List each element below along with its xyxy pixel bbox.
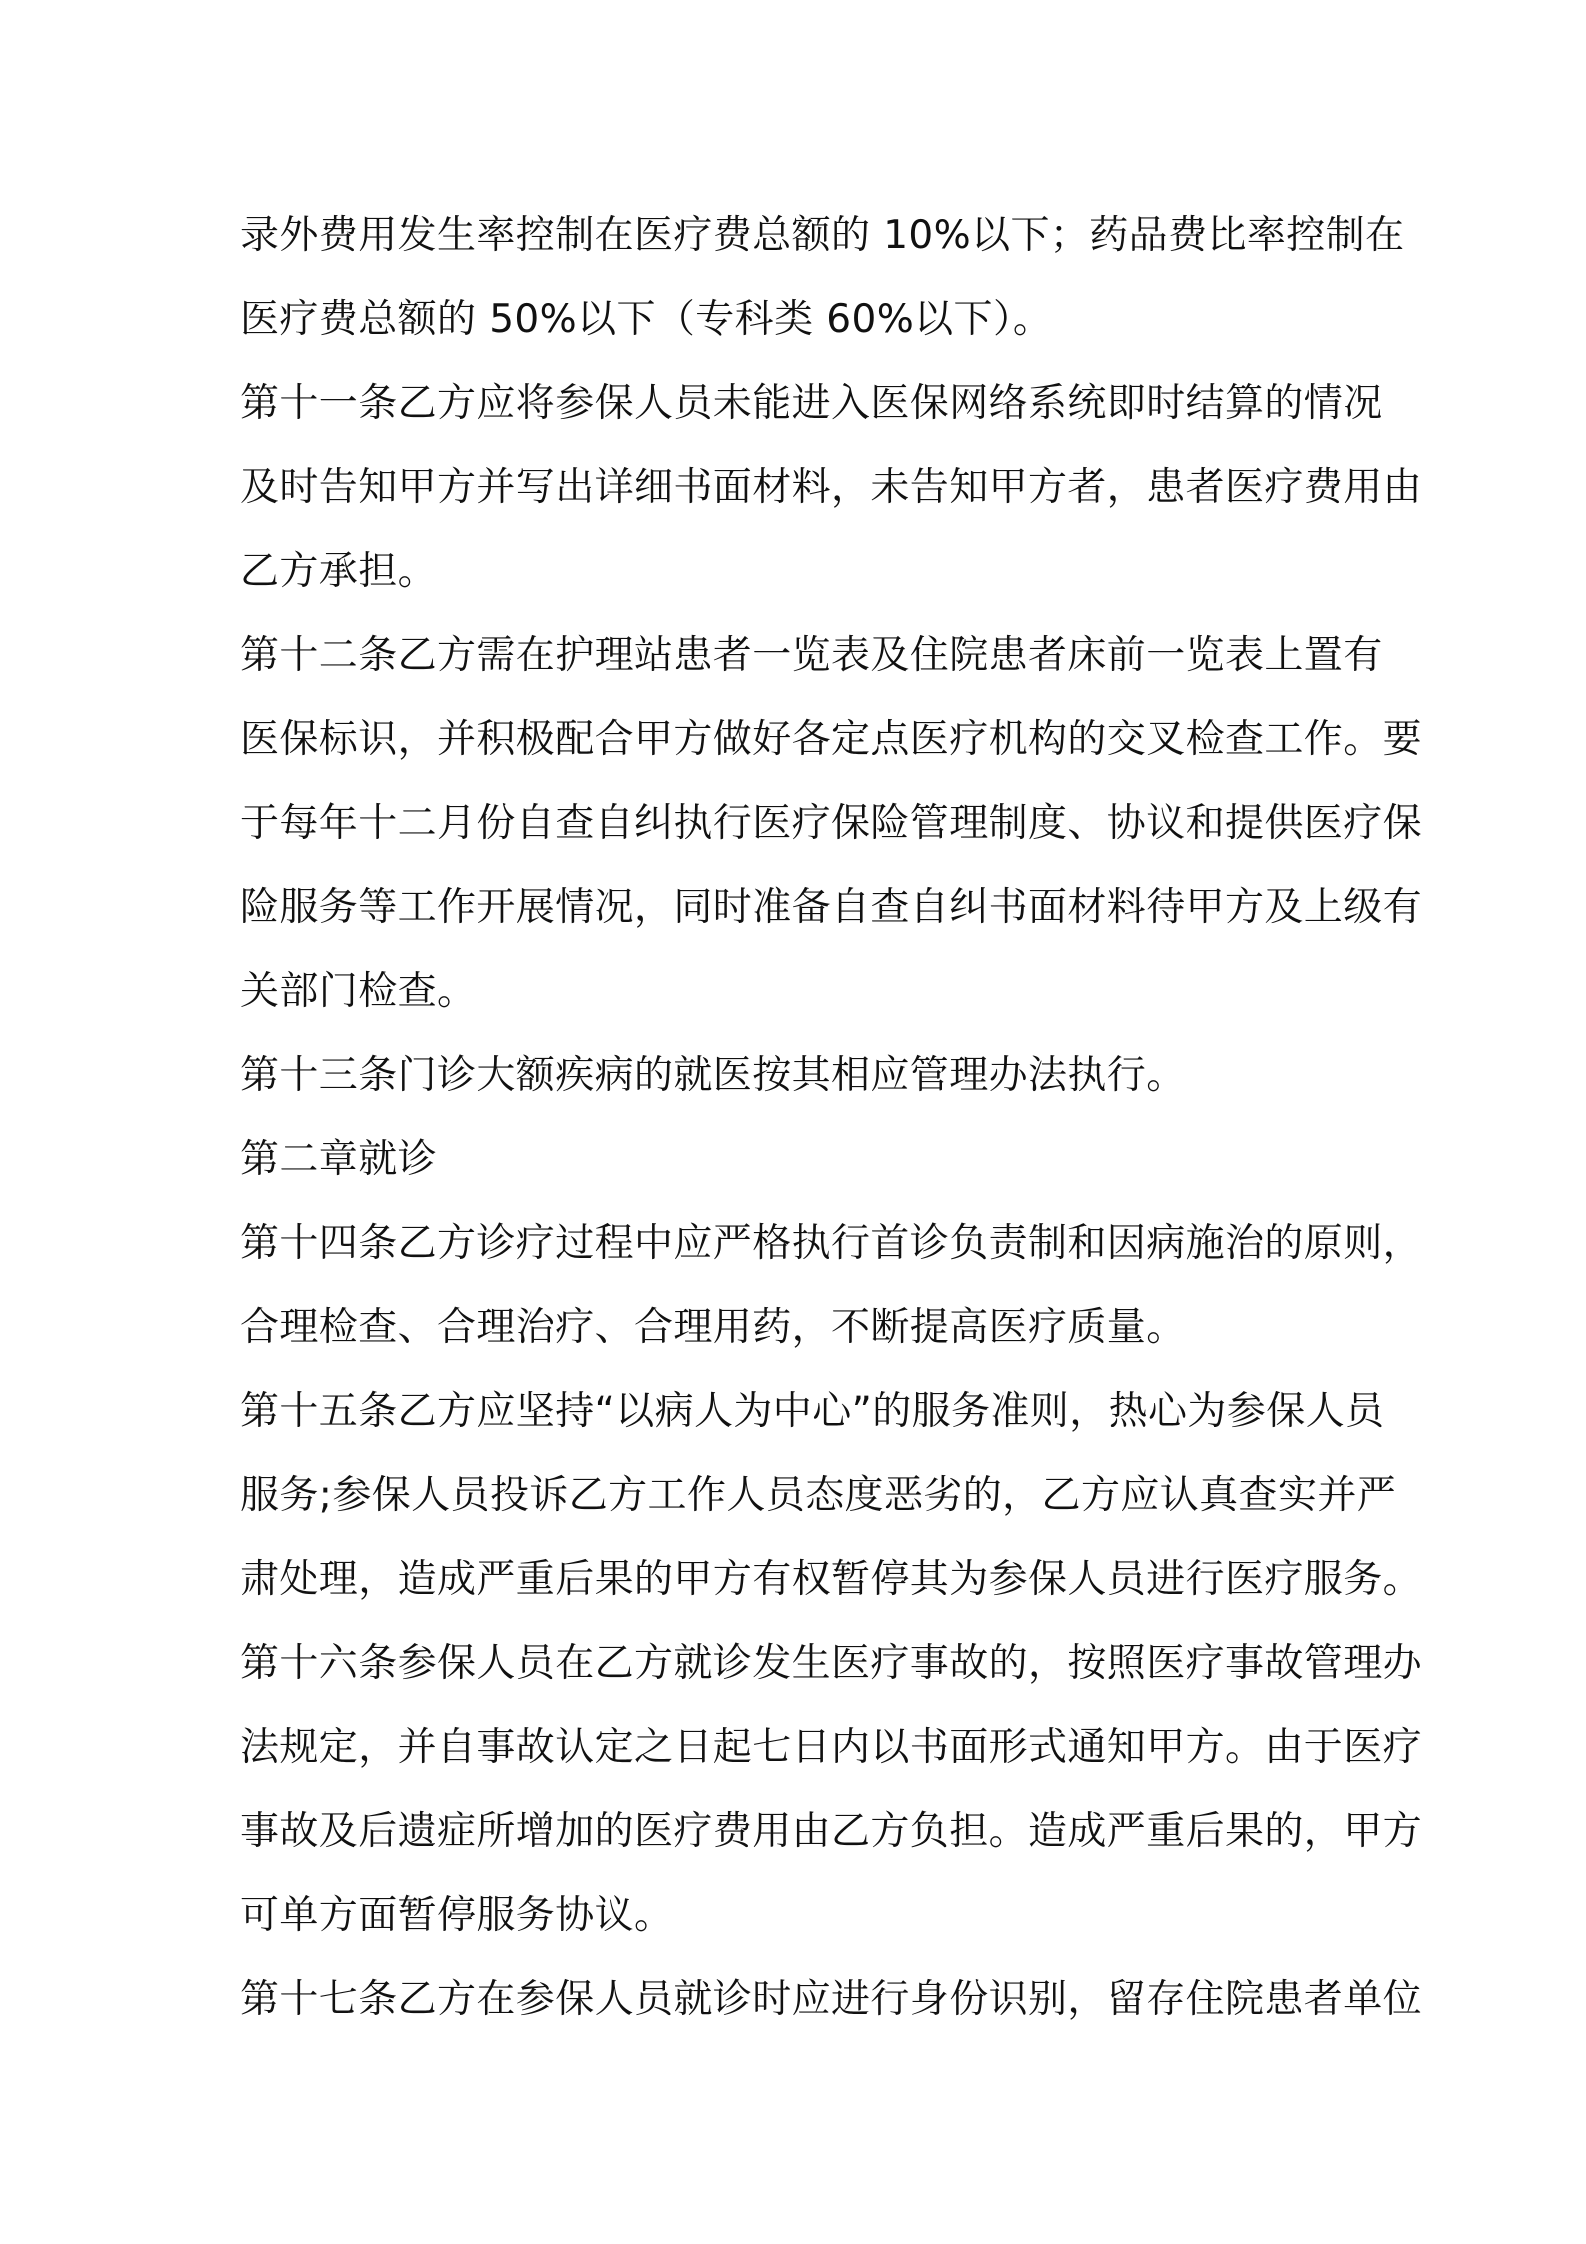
text-line: 关部门检查。 [240,969,477,1014]
text-line: 服务;参保人员投诉乙方工作人员态度恶劣的，乙方应认真查实并严 [240,1473,1397,1518]
text-line: 医疗费总额的 50%以下（专科类 60%以下）。 [240,297,1053,342]
text-line: 险服务等工作开展情况，同时准备自查自纠书面材料待甲方及上级有 [240,885,1423,930]
document-body [240,194,1423,2042]
text-line: 肃处理，造成严重后果的甲方有权暂停其为参保人员进行医疗服务。 [240,1557,1423,1602]
article-14-line: 第十四条乙方诊疗过程中应严格执行首诊负责制和因病施治的原则， [240,1221,1423,1266]
article-12-line: 第十二条乙方需在护理站患者一览表及住院患者床前一览表上置有 [240,633,1383,678]
text-line: 及时告知甲方并写出详细书面材料，未告知甲方者，患者医疗费用由 [240,465,1423,510]
article-13-line: 第十三条门诊大额疾病的就医按其相应管理办法执行。 [240,1053,1186,1098]
text-line: 于每年十二月份自查自纠执行医疗保险管理制度、协议和提供医疗保 [240,801,1423,846]
text-line: 合理检查、合理治疗、合理用药，不断提高医疗质量。 [240,1305,1186,1350]
article-11-line: 第十一条乙方应将参保人员未能进入医保网络系统即时结算的情况 [240,381,1383,426]
article-16-line: 第十六条参保人员在乙方就诊发生医疗事故的，按照医疗事故管理办 [240,1641,1423,1686]
text-line: 录外费用发生率控制在医疗费总额的 10%以下；药品费比率控制在 [240,213,1405,258]
text-line: 法规定，并自事故认定之日起七日内以书面形式通知甲方。由于医疗 [240,1725,1423,1770]
chapter-heading: 第二章就诊 [240,1137,438,1182]
text-line: 可单方面暂停服务协议。 [240,1893,674,1938]
article-17-line: 第十七条乙方在参保人员就诊时应进行身份识别，留存住院患者单位 [240,1977,1423,2022]
text-line: 事故及后遗症所增加的医疗费用由乙方负担。造成严重后果的，甲方 [240,1809,1423,1854]
article-15-line: 第十五条乙方应坚持“以病人为中心”的服务准则，热心为参保人员 [240,1389,1385,1434]
text-line: 乙方承担。 [240,549,438,594]
text-line: 医保标识，并积极配合甲方做好各定点医疗机构的交叉检查工作。要 [240,717,1423,762]
